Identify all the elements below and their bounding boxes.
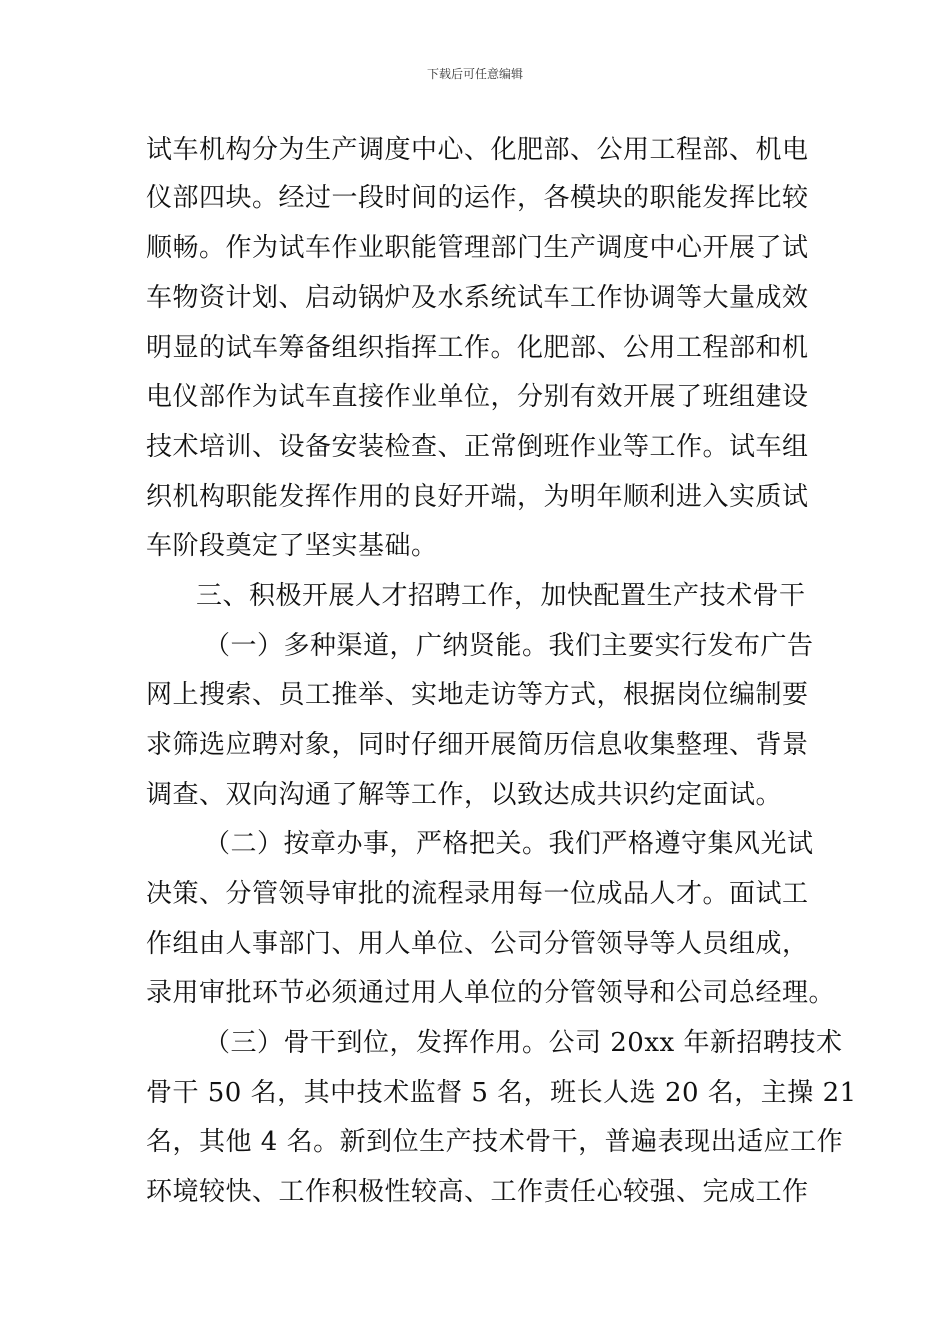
body-line: 骨干 50 名，其中技术监督 5 名，班长人选 20 名，主操 21	[146, 1078, 857, 1108]
body-line: 车阶段奠定了坚实基础。	[146, 531, 438, 561]
body-line: 调查、双向沟通了解等工作，以致达成共识约定面试。	[146, 780, 783, 810]
body-line: 录用审批环节必须通过用人单位的分管领导和公司总经理。	[146, 978, 836, 1008]
body-line: （二）按章办事，严格把关。我们严格遵守集风光试	[204, 829, 814, 859]
body-line: 仪部四块。经过一段时间的运作，各模块的职能发挥比较	[146, 183, 809, 213]
body-line: 电仪部作为试车直接作业单位，分别有效开展了班组建设	[146, 382, 809, 412]
page-header: 下载后可任意编辑	[426, 67, 523, 81]
body-line: 试车机构分为生产调度中心、化肥部、公用工程部、机电	[146, 135, 809, 165]
section-heading: 三、积极开展人才招聘工作，加快配置生产技术骨干	[196, 581, 806, 611]
body-line: 决策、分管领导审批的流程录用每一位成品人才。面试工	[146, 879, 809, 909]
body-line: 车物资计划、启动锅炉及水系统试车工作协调等大量成效	[146, 283, 809, 313]
body-line: 作组由人事部门、用人单位、公司分管领导等人员组成，	[146, 929, 809, 959]
body-line: 织机构职能发挥作用的良好开端，为明年顺利进入实质试	[146, 482, 809, 512]
body-line: （三）骨干到位，发挥作用。公司 20xx 年新招聘技术	[204, 1028, 843, 1058]
body-line: 明显的试车筹备组织指挥工作。化肥部、公用工程部和机	[146, 333, 809, 363]
body-line: 网上搜索、员工推举、实地走访等方式，根据岗位编制要	[146, 680, 809, 710]
body-line: 顺畅。作为试车作业职能管理部门生产调度中心开展了试	[146, 233, 809, 263]
body-line: 环境较快、工作积极性较高、工作责任心较强、完成工作	[146, 1177, 809, 1207]
body-line: 技术培训、设备安装检查、正常倒班作业等工作。试车组	[146, 432, 809, 462]
body-line: 名，其他 4 名。新到位生产技术骨干，普遍表现出适应工作	[146, 1127, 844, 1157]
body-line: （一）多种渠道，广纳贤能。我们主要实行发布广告	[204, 631, 814, 661]
body-line: 求筛选应聘对象，同时仔细开展简历信息收集整理、背景	[146, 730, 809, 760]
